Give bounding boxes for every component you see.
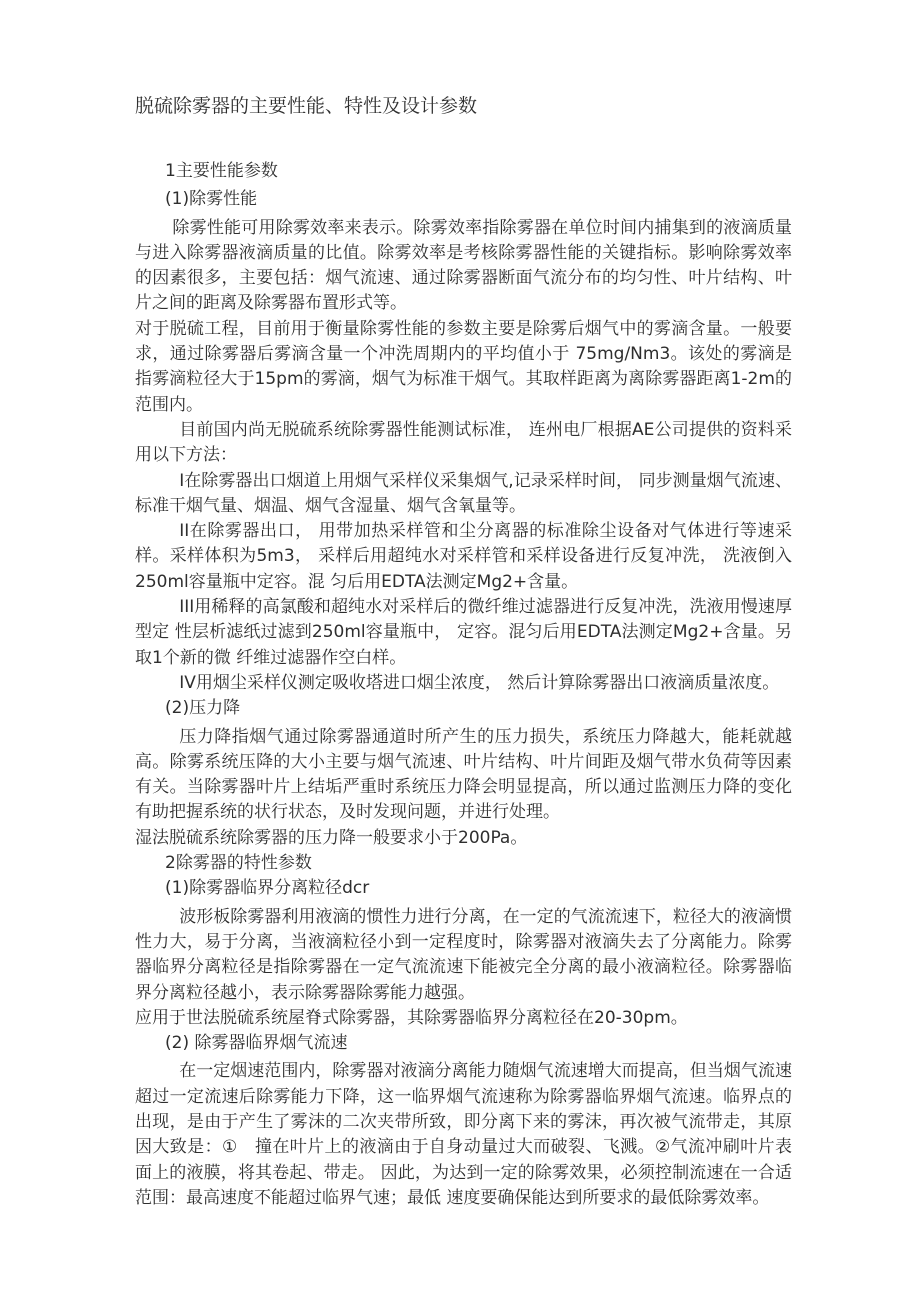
section-heading: (1)除雾性能 [165,189,258,210]
document-title: 脱硫除雾器的主要性能、特性及设计参数 [135,95,478,117]
paragraph: 波形板除雾器利用液滴的惯性力进行分离，在一定的气流流速下，粒径大的液滴惯性力大，易于分离，当液滴粒径小到一定程度时，除雾器对液滴失去了分离能力。除雾器临界分离粒径是指除雾器在一定气流流速下能被完全分离的最小液滴粒径。除雾器临界分离粒径越小，表示除雾器除雾能力越强。 [135,906,792,1003]
section-heading: 2除雾器的特性参数 [165,853,312,874]
document-body [135,159,792,1211]
section-heading: (2) 除雾器临界烟气流速 [165,1033,348,1054]
paragraph: 在一定烟速范围内，除雾器对液滴分离能力随烟气流速增大而提高，但当烟气流速超过一定流速后除雾能力下降，这一临界烟气流速称为除雾器临界烟气流速。临界点的出现，是由于产生了雾沫的二次夹带所致，即分离下来的雾沫，再次被气流带走，其原因大致是：① 撞在叶片上的液滴由于自身动量过大而破裂、飞溅。②气流冲刷叶片表面上的液膜，将其卷起、带走。 因此，为达到一定的除雾效果，必须控制流速在一合适范围：最高速度不能超过临界气速；最低 速度要确保能达到所要求的最低除雾效率。 [135,1061,792,1208]
paragraph: 压力降指烟气通过除雾器通道时所产生的压力损失，系统压力降越大，能耗就越高。除雾系统压降的大小主要与烟气流速、叶片结构、叶片间距及烟气带水负荷等因素有关。当除雾器叶片上结垢严重时系统压力降会明显提高，所以通过监测压力降的变化有助把握系统的状行状态，及时发现问题，并进行处理。 [135,726,792,823]
section-heading: (2)压力降 [165,698,241,719]
paragraph: II在除雾器出口， 用带加热采样管和尘分离器的标准除尘设备对气体进行等速采样。采样体积为5m3， 采样后用超纯水对采样管和采样设备进行反复冲洗， 洗液倒入250ml容量瓶中定容。混 匀后用EDTA法测定Mg2+含量。 [135,521,792,592]
paragraph: I在除雾器出口烟道上用烟气采样仪采集烟气,记录采样时间， 同步测量烟气流速、标准干烟气量、烟温、烟气含湿量、烟气含氧量等。 [135,470,792,516]
paragraph: 应用于世法脱硫系统屋脊式除雾器，其除雾器临界分离粒径在20-30pm。 [135,1007,688,1028]
paragraph: III用稀释的高氯酸和超纯水对采样后的微纤维过滤器进行反复冲洗，洗液用慢速厚型定 性层析滤纸过滤到250ml容量瓶中， 定容。混匀后用EDTA法测定Mg2+含量。另取1个新的微 纤维过滤器作空白样。 [135,597,792,668]
section-heading: (1)除雾器临界分离粒径dcr [165,878,370,899]
section-heading: 1主要性能参数 [165,161,278,181]
paragraph: IV用烟尘采样仪测定吸收塔进口烟尘浓度， 然后计算除雾器出口液滴质量浓度。 [179,672,780,693]
paragraph: 除雾性能可用除雾效率来表示。除雾效率指除雾器在单位时间内捕集到的液滴质量与进入除雾器液滴质量的比值。除雾效率是考核除雾器性能的关键指标。影响除雾效率的因素很多，主要包括：烟气流速、通过除雾器断面气流分布的均匀性、叶片结构、叶片之间的距离及除雾器布置形式等。 [135,217,792,314]
paragraph: 目前国内尚无脱硫系统除雾器性能测试标准， 连州电厂根据AE公司提供的资料采用以下方法： [135,419,792,466]
paragraph: 对于脱硫工程，目前用于衡量除雾性能的参数主要是除雾后烟气中的雾滴含量。一般要求，通过除雾器后雾滴含量一个冲洗周期内的平均值小于 75mg/Nm3。该处的雾滴是指雾滴粒径大于15pm的雾滴，烟气为标准干烟气。其取样距离为离除雾器距离1-2m的范围内。 [135,318,792,415]
paragraph: 湿法脱硫系统除雾器的压力降一般要求小于200Pa。 [135,827,528,848]
